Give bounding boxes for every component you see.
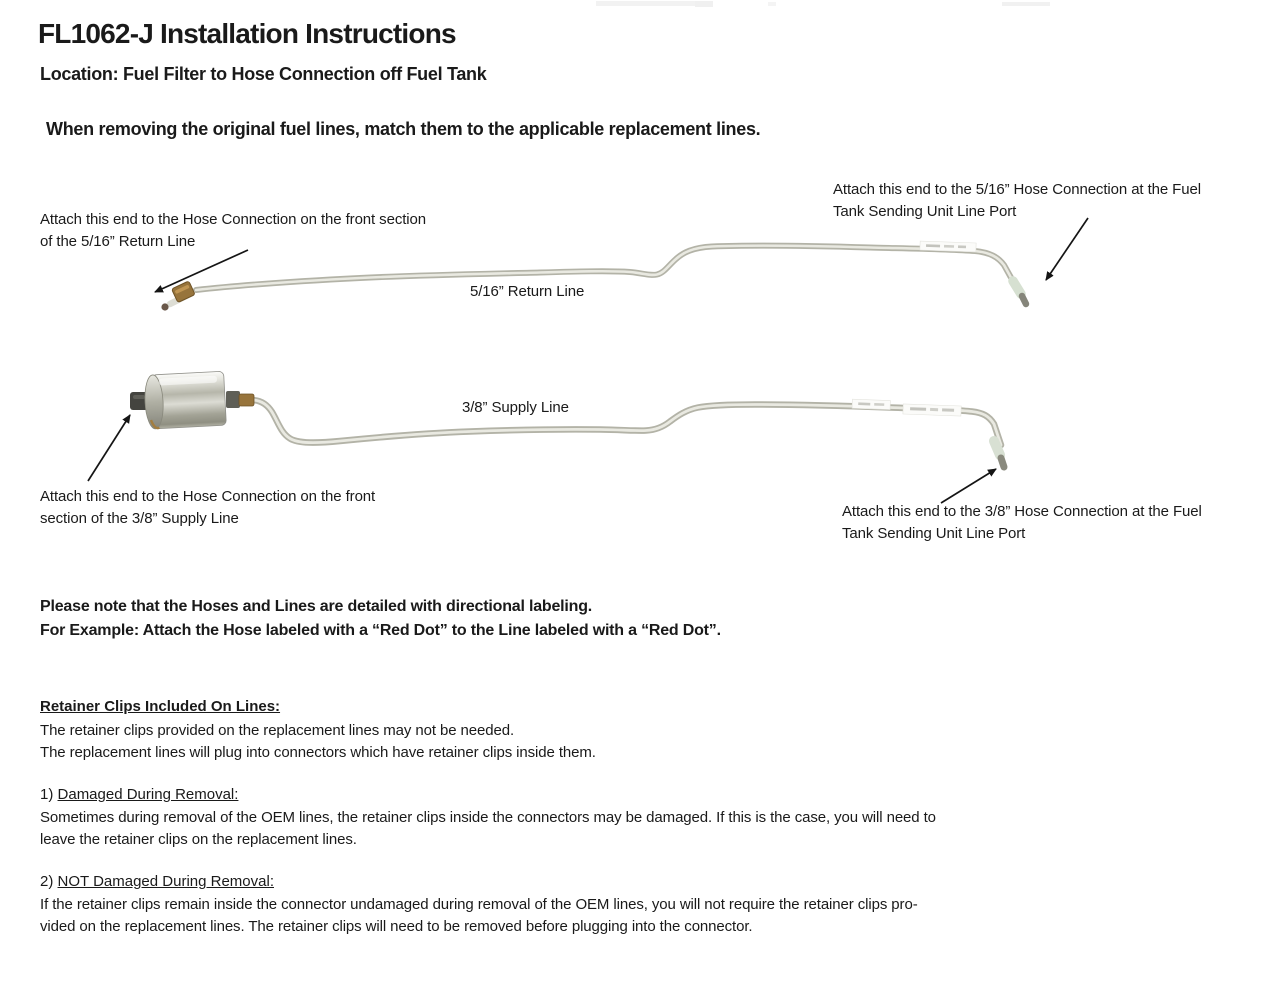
retainer-body <box>40 720 596 763</box>
return-tank-arrow <box>1046 218 1088 280</box>
return-line-brass-fitting <box>172 281 196 303</box>
return-line-label: 5/16” Return Line <box>470 283 585 300</box>
item-number: 2) <box>40 873 58 890</box>
return-front-arrow <box>155 250 248 292</box>
body-line: If the retainer clips remain inside the connector undamaged during removal of the OEM lines, you will not require the retainer clips pro- <box>40 896 918 913</box>
annotation-line: Attach this end to the 5/16” Hose Connection at the Fuel <box>833 181 1201 198</box>
annotation-return-front <box>40 209 426 252</box>
item-title: NOT Damaged During Removal: <box>57 873 274 890</box>
annotation-return-tank <box>833 179 1201 222</box>
supply-tank-arrow <box>941 469 996 503</box>
fuel-filter-outlet-brass <box>239 394 254 406</box>
location-line: Location: Fuel Filter to Hose Connection off Fuel Tank <box>40 64 487 84</box>
body-line: Sometimes during removal of the OEM lines, the retainer clips inside the connectors may be damaged. If this is the case, you will need to <box>40 809 936 826</box>
fuel-filter-brass-ring <box>151 420 159 429</box>
body-line: The replacement lines will plug into connectors which have retainer clips inside them. <box>40 743 596 761</box>
annotation-line: Attach this end to the Hose Connection on the front <box>40 488 376 505</box>
return-line-part-tag <box>920 241 976 252</box>
intro-line: When removing the original fuel lines, match them to the applicable replacement lines. <box>46 119 761 139</box>
scan-artifact <box>695 1 713 7</box>
body-line: The retainer clips provided on the replacement lines may not be needed. <box>40 722 515 739</box>
annotation-line: Tank Sending Unit Line Port <box>842 524 1026 542</box>
supply-line-label: 3/8” Supply Line <box>462 399 569 416</box>
retainer-item1-heading <box>40 786 238 803</box>
return-line-tank-tip <box>1022 296 1026 304</box>
body-line: leave the retainer clips on the replacement lines. <box>40 830 357 848</box>
annotation-line: Tank Sending Unit Line Port <box>833 202 1017 220</box>
fuel-filter <box>130 371 254 429</box>
supply-line-tank-clip <box>994 441 1000 455</box>
annotation-supply-tank <box>842 501 1202 544</box>
retainer-heading: Retainer Clips Included On Lines: <box>40 698 281 715</box>
fuel-filter-body <box>152 371 227 429</box>
supply-line-tube <box>130 371 1004 467</box>
annotation-supply-front <box>40 486 375 529</box>
supply-line-part-tag <box>852 399 961 416</box>
scan-artifact <box>596 1 706 6</box>
item-number: 1) <box>40 786 58 803</box>
annotation-line: Attach this end to the 3/8” Hose Connection at the Fuel <box>842 503 1202 520</box>
return-line-tank-clip <box>1013 281 1021 294</box>
fuel-filter-outlet-nut <box>226 391 240 408</box>
note-line: For Example: Attach the Hose labeled with a “Red Dot” to the Line labeled with a “Red Dot”. <box>40 621 721 639</box>
note-line: Please note that the Hoses and Lines are detailed with directional labeling. <box>40 598 593 615</box>
scan-artifact <box>1002 2 1050 6</box>
scan-artifact <box>768 2 776 6</box>
fuel-filter-left-cap <box>144 374 165 429</box>
annotation-line: Attach this end to the Hose Connection on the front section <box>40 211 427 228</box>
directional-note <box>40 595 721 642</box>
item-title: Damaged During Removal: <box>57 786 239 803</box>
body-line: vided on the replacement lines. The retainer clips will need to be removed before plugging into the connector. <box>40 917 753 935</box>
retainer-item1-body <box>40 807 936 850</box>
page-title: FL1062-J Installation Instructions <box>38 18 456 49</box>
annotation-line: of the 5/16” Return Line <box>40 232 196 250</box>
supply-front-arrow <box>88 415 130 481</box>
retainer-item2-heading <box>40 873 274 890</box>
annotation-line: section of the 3/8” Supply Line <box>40 509 239 527</box>
return-line-front-tip <box>170 293 192 304</box>
fuel-filter-nipple <box>130 392 148 410</box>
supply-line-tank-tip <box>1001 458 1004 467</box>
retainer-item2-body <box>40 894 918 937</box>
return-line-front-tip-end <box>161 303 168 310</box>
